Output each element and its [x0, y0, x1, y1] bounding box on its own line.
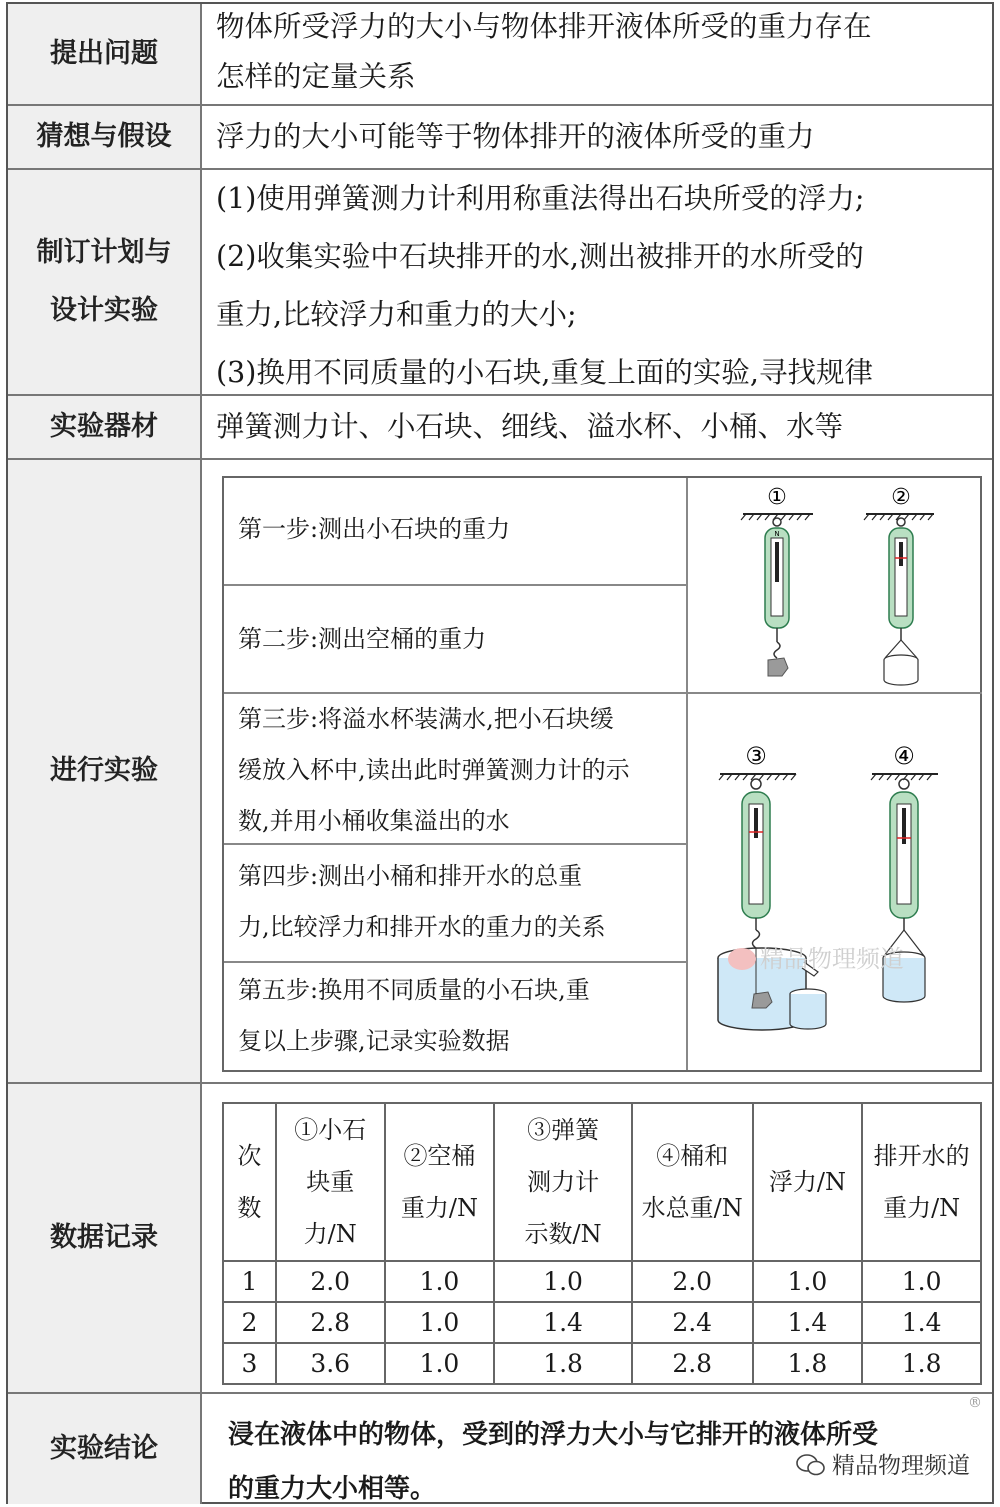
step-line: 力,比较浮力和排开水的重力的关系	[238, 913, 606, 941]
row-experiment	[8, 460, 992, 1084]
step-1	[224, 478, 686, 586]
header-cell: ③弹簧 测力计 示数/N	[494, 1103, 632, 1261]
plan-label-line: 设计实验	[50, 295, 158, 326]
watermark-text: 精品物理频道	[760, 945, 904, 973]
wechat-icon	[796, 1454, 826, 1476]
plan-line: (2)收集实验中石块排开的水,测出被排开的水所受的	[216, 240, 864, 273]
label-data: 数据记录	[8, 1084, 202, 1392]
step-line: 第五步:换用不同质量的小石块,重	[238, 976, 590, 1004]
data-table-box	[222, 1102, 982, 1385]
step-2	[224, 586, 686, 694]
table-row: 2 2.8 1.0 1.4 2.4 1.4 1.4	[223, 1302, 981, 1343]
wechat-watermark	[796, 1447, 970, 1480]
figure-label-3: ③	[745, 742, 767, 770]
figure-cell-top	[688, 478, 982, 694]
step-line: 第三步:将溢水杯装满水,把小石块缓	[238, 705, 614, 733]
row-question	[8, 4, 992, 106]
label-experiment: 进行实验	[8, 460, 202, 1082]
question-line: 怎样的定量关系	[216, 60, 416, 93]
figure-cell-bottom	[688, 694, 982, 1070]
header-cell: ④桶和 水总重/N	[632, 1103, 753, 1261]
content-data	[204, 1084, 992, 1411]
experiment-figures	[686, 478, 980, 1070]
spring-scale-2	[864, 485, 934, 685]
experiment-steps-box	[222, 476, 982, 1072]
content-experiment	[204, 460, 992, 1082]
row-equipment	[8, 396, 992, 460]
step-3	[224, 694, 686, 845]
registered-mark: ®	[968, 1395, 982, 1411]
plan-label-line: 制订计划与	[36, 237, 172, 268]
label-plan	[8, 170, 202, 394]
table-header-row	[223, 1103, 981, 1261]
step-5	[224, 963, 686, 1070]
content-question	[204, 4, 992, 104]
conclusion-line: 浸在液体中的物体，受到的浮力大小与它排开的液体所受	[228, 1420, 879, 1450]
label-question: 提出问题	[8, 4, 202, 104]
spring-scale-figure-top	[688, 478, 982, 692]
data-table	[222, 1102, 982, 1385]
label-conclusion: 实验结论	[8, 1394, 202, 1504]
table-row: 1 2.0 1.0 1.0 2.0 1.0 1.0	[223, 1261, 981, 1302]
header-cell: 浮力/N	[753, 1103, 863, 1261]
step-line: 缓放入杯中,读出此时弹簧测力计的示	[238, 756, 630, 784]
plan-line: (1)使用弹簧测力计利用称重法得出石块所受的浮力;	[216, 182, 865, 215]
svg-text:N: N	[774, 530, 780, 538]
figure-label-4: ④	[893, 742, 915, 770]
step-line: 第二步:测出空桶的重力	[238, 625, 487, 653]
label-equipment: 实验器材	[8, 396, 202, 458]
content-equipment	[204, 396, 992, 458]
figure-label-2: ②	[891, 485, 911, 510]
row-hypothesis	[8, 106, 992, 170]
label-hypothesis: 猜想与假设	[8, 106, 202, 168]
step-line: 复以上步骤,记录实验数据	[238, 1027, 510, 1055]
figure-label-1: ①	[767, 485, 787, 510]
step-line: 第四步:测出小桶和排开水的总重	[238, 862, 583, 890]
question-line: 物体所受浮力的大小与物体排开液体所受的重力存在	[216, 10, 872, 43]
watermark-logo-icon	[728, 948, 756, 970]
content-plan	[204, 170, 992, 394]
equipment-line: 弹簧测力计、小石块、细线、溢水杯、小桶、水等	[216, 410, 844, 443]
header-cell: 排开水的 重力/N	[862, 1103, 981, 1261]
row-plan	[8, 170, 992, 396]
step-line: 数,并用小桶收集溢出的水	[238, 807, 510, 835]
plan-line: (3)换用不同质量的小石块,重复上面的实验,寻找规律	[216, 356, 873, 389]
watermark	[728, 930, 904, 988]
row-conclusion	[8, 1394, 992, 1504]
conclusion-line: 的重力大小相等。	[228, 1474, 437, 1504]
table-row: 3 3.6 1.0 1.8 2.8 1.8 1.8	[223, 1343, 981, 1384]
row-data	[8, 1084, 992, 1411]
header-cell: ①小石 块重 力/N	[276, 1103, 385, 1261]
wechat-text: 精品物理频道	[832, 1453, 970, 1479]
step-4	[224, 845, 686, 963]
spring-scale-1	[741, 485, 813, 676]
hypothesis-line: 浮力的大小可能等于物体排开的液体所受的重力	[216, 120, 815, 153]
step-line: 第一步:测出小石块的重力	[238, 515, 511, 543]
experiment-summary-table	[6, 2, 994, 1504]
plan-line: 重力,比较浮力和重力的大小;	[216, 298, 577, 331]
header-cell: ②空桶 重力/N	[385, 1103, 495, 1261]
content-hypothesis	[204, 106, 992, 168]
spring-scale-figure-bottom	[688, 694, 982, 1070]
header-cell: 次 数	[223, 1103, 276, 1261]
